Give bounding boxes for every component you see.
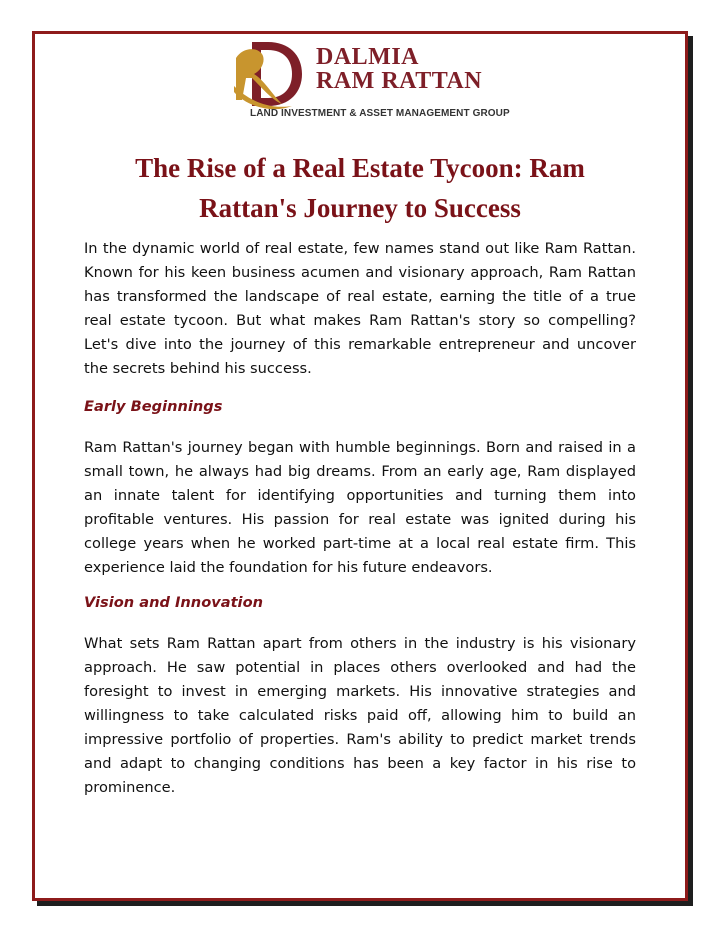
article-title: The Rise of a Real Estate Tycoon: Ram Rattan's Journey to Success xyxy=(135,153,585,223)
brand-name-line2: RAM RATTAN xyxy=(316,68,483,94)
section-body-early-beginnings: Ram Rattan's journey began with humble beginnings. Born and raised in a small town, he always had big dreams. From an early age, Ram displayed an innate talent for identifying opportunities and turning them into profitable ventures. His passion for real estate was ignited during his college years when he worked part-time at a local real estate firm. This experience laid the foundation for his future endeavors. xyxy=(84,439,636,576)
brand-tagline: LAND INVESTMENT & ASSET MANAGEMENT GROUP xyxy=(250,108,510,119)
section-heading-early-beginnings: Early Beginnings xyxy=(84,398,223,415)
section-heading-vision-innovation: Vision and Innovation xyxy=(84,594,263,611)
section-body-vision-innovation: What sets Ram Rattan apart from others in the industry is his visionary approach. He saw potential in places others overlooked and had the foresight to invest in emerging markets. His innovative strategies and willingness to take calculated risks paid off, allowing him to build an impressive portfolio of properties. Ram's ability to predict market trends and adapt to changing conditions has been a key factor in his rise to prominence. xyxy=(84,635,636,796)
brand-logo xyxy=(232,40,510,124)
dr-monogram-logo-icon xyxy=(232,40,306,112)
brand-name-line1: DALMIA xyxy=(316,44,419,70)
intro-paragraph: In the dynamic world of real estate, few names stand out like Ram Rattan. Known for his keen business acumen and visionary approach, Ram Rattan has transformed the landscape of real estate, earning the title of a true real estate tycoon. But what makes Ram Rattan's story so compelling? Let's dive into the journey of this remarkable entrepreneur and uncover the secrets behind his success. xyxy=(84,240,636,377)
